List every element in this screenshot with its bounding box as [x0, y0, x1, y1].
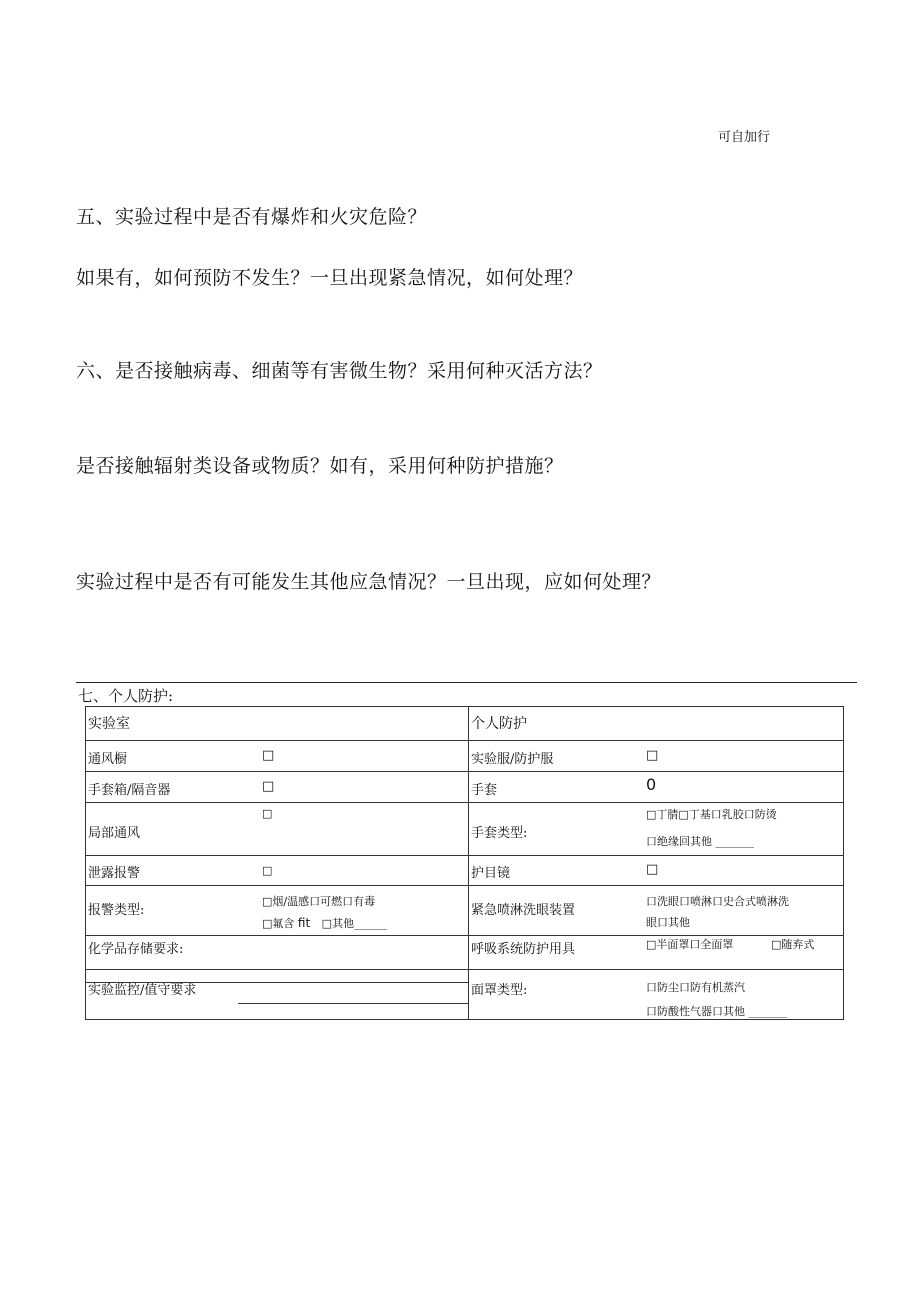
lab-coat-checkbox[interactable]: □ — [646, 748, 659, 763]
mask-type-blank[interactable]: _______ — [748, 1005, 787, 1018]
add-rows-note: 可自加行 — [718, 130, 771, 145]
personal-protection-header: 个人防护 — [471, 716, 527, 732]
fume-hood-label: 通风橱 — [88, 752, 128, 767]
leak-alarm-checkbox[interactable]: □ — [262, 864, 273, 877]
glove-type-options-2-text: 口绝缘回其他 — [646, 835, 712, 848]
local-vent-label: 局部通风 — [88, 826, 141, 841]
goggles-checkbox[interactable]: □ — [646, 862, 659, 877]
alarm-type-label: 报警类型: — [88, 903, 145, 918]
respirator-disposable-option[interactable]: □随弃式 — [771, 938, 815, 951]
row-divider — [86, 740, 843, 741]
row-divider — [86, 855, 843, 856]
row-divider — [86, 969, 843, 970]
glove-type-options-1[interactable]: □丁腈□丁基口乳胶口防烫 — [646, 808, 777, 821]
alarm-option-other: □其他 — [321, 917, 355, 930]
mask-type-options-2[interactable] — [646, 1003, 787, 1019]
alarm-options-1[interactable]: □烟/温感口可燃口有毒 — [262, 895, 376, 908]
section-seven-title: 七、个人防护: — [78, 687, 174, 705]
gloves-label: 手套 — [471, 783, 498, 798]
alarm-other-blank[interactable]: ______ — [354, 917, 388, 930]
column-divider — [468, 707, 469, 1019]
respirator-label: 呼吸系统防护用具 — [471, 942, 576, 957]
row-divider — [86, 771, 843, 772]
monitoring-underline — [238, 1003, 468, 1004]
glove-box-checkbox[interactable]: □ — [262, 779, 275, 794]
glove-box-label: 手套箱/隔音器 — [88, 783, 171, 798]
alarm-option-fit: fit — [297, 916, 311, 930]
eyewash-options-2[interactable]: 眼口其他 — [646, 916, 690, 929]
lab-header: 实验室 — [88, 716, 130, 732]
eyewash-label: 紧急喷淋洗眼装置 — [471, 903, 576, 918]
chem-storage-label: 化学品存储要求: — [88, 942, 184, 957]
section-divider — [76, 682, 857, 683]
question-six: 六、是否接触病毒、细菌等有害微生物？采用何种灭活方法？ — [76, 360, 603, 382]
alarm-option-fluorine: □氟含 — [262, 917, 295, 930]
mask-type-options-2-text: 口防酸性气器口其他 — [646, 1005, 745, 1018]
lab-coat-label: 实验服/防护服 — [471, 752, 554, 767]
glove-type-options-2[interactable] — [646, 833, 754, 849]
eyewash-options-1[interactable]: 口洗眼口喷淋口史合式喷淋洗 — [646, 895, 789, 908]
glove-type-blank[interactable]: _______ — [715, 835, 754, 848]
protection-table — [85, 706, 844, 1020]
gloves-checkbox[interactable]: 0 — [646, 775, 657, 794]
fume-hood-checkbox[interactable]: □ — [262, 748, 275, 763]
question-five: 五、实验过程中是否有爆炸和火灾危险？ — [76, 206, 428, 228]
row-divider — [86, 802, 843, 803]
alarm-options-2[interactable] — [262, 915, 387, 931]
leak-alarm-label: 泄露报警 — [88, 866, 141, 881]
respirator-options[interactable]: □半面罩口全面罩 — [646, 938, 734, 951]
monitoring-label: 实验监控/值守要求 — [88, 983, 197, 998]
question-five-followup: 如果有，如何预防不发生？一旦出现紧急情况，如何处理？ — [76, 267, 584, 289]
question-six-radiation: 是否接触辐射类设备或物质？如有，采用何种防护措施？ — [76, 455, 564, 477]
goggles-label: 护目镜 — [471, 866, 511, 881]
row-divider — [86, 885, 843, 886]
mask-type-options-1[interactable]: 口防尘口防有机蒸汽 — [646, 981, 745, 994]
local-vent-checkbox[interactable]: □ — [262, 807, 273, 820]
mask-type-label: 面罩类型: — [471, 983, 528, 998]
question-six-emergency: 实验过程中是否有可能发生其他应急情况？一旦出现，应如何处理？ — [76, 571, 662, 593]
glove-type-label: 手套类型: — [471, 826, 528, 841]
